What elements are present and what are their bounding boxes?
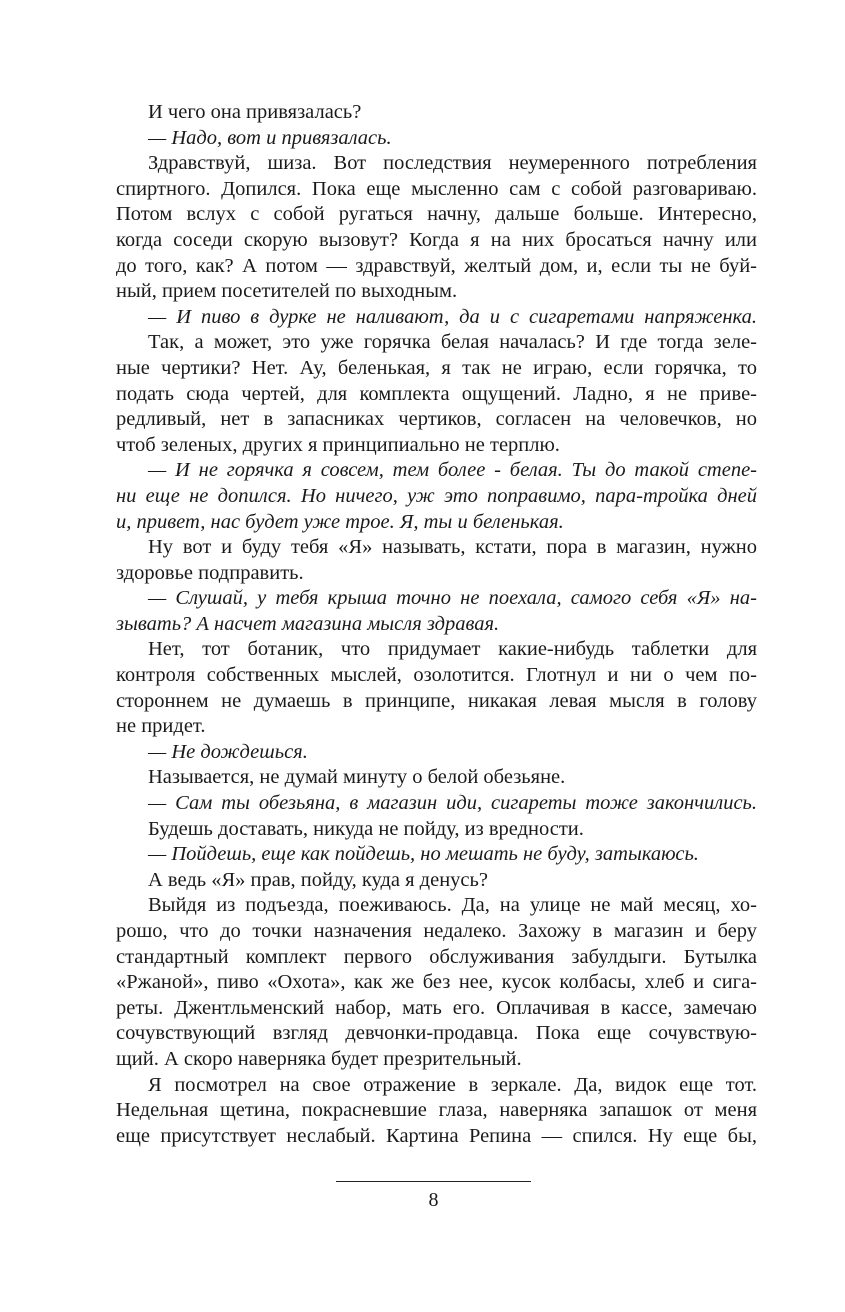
text-line: редливый, нет в запасниках чертиков, согласен на человечков, но [116,408,757,431]
text-line: контроля собственных мыслей, озолотится. Глотнул и ни о чем по- [116,664,757,687]
dialogue-line: — Слушай, у тебя крыша точно не поехала, самого себя «Я» на- [148,587,757,610]
dialogue-line: зывать? А насчет магазина мысля здравая. [116,612,500,635]
text-line: подать сюда чертей, для комплекта ощущений. Ладно, я не приве- [116,382,757,405]
text-line: Нет, тот ботаник, что придумает какие-нибудь таблетки для [148,638,757,661]
footer-rule [336,1181,531,1182]
text-line: Называется, не думай минуту о белой обезьяне. [148,766,566,789]
text-line: когда соседи скорую вызовут? Когда я на них бросаться начну или [116,228,757,251]
text-line: Выйдя из подъезда, поеживаюсь. Да, на улице не май месяц, хо- [148,894,757,917]
dialogue-line: — Пойдешь, еще как пойдешь, но мешать не буду, затыкаюсь. [148,843,699,866]
text-line: реты. Джентльменский набор, мать его. Оплачивая в кассе, замечаю [116,996,757,1019]
text-line: А ведь «Я» прав, пойду, куда я денусь? [148,868,488,891]
text-line: Потом вслух с собой ругаться начну, дальше больше. Интересно, [116,203,757,226]
dialogue-line: — Сам ты обезьяна, в магазин иди, сигареты тоже закончились. [148,792,757,815]
text-line: стороннем не думаешь в принципе, никакая левая мысля в голову [116,689,757,712]
text-line: спиртного. Допился. Пока еще мысленно сам с собой разговариваю. [116,177,757,200]
dialogue-line: — И пиво в дурке не наливают, да и с сигаретами напряженка. [148,305,757,328]
text-line: Будешь доставать, никуда не пойду, из вредности. [148,817,584,840]
text-line: Здравствуй, шиза. Вот последствия неумеренного потребления [148,152,757,175]
text-line: Ну вот и буду тебя «Я» называть, кстати, пора в магазин, нужно [148,536,757,559]
text-line: чтоб зеленых, других я принципиально не терплю. [116,433,560,456]
text-line: до того, как? А потом — здравствуй, желтый дом, и, если ты не буй- [116,254,757,277]
dialogue-line: — Не дождешься. [148,740,308,763]
text-line: «Ржаной», пиво «Охота», как же без нее, кусок колбасы, хлеб и сига- [116,971,757,994]
text-line: не придет. [116,715,206,738]
text-line: ный, прием посетителей по выходным. [116,280,458,303]
text-line: И чего она привязалась? [148,101,362,123]
dialogue-line: — И не горячка я совсем, тем более - белая. Ты до такой степе- [148,459,757,482]
text-line: Так, а может, это уже горячка белая началась? И где тогда зеле- [148,331,757,354]
dialogue-line: и, привет, нас будет уже трое. Я, ты и беленькая. [116,510,564,533]
dialogue-line: — Надо, вот и привязалась. [148,126,392,149]
text-line: ные чертики? Нет. Ау, беленькая, я так не играю, если горячка, то [116,356,757,379]
text-line: стандартный комплект первого обслуживания забулдыги. Бутылка [116,945,757,968]
text-line: сочувствующий взгляд девчонки-продавца. Пока еще сочувствую- [116,1022,757,1045]
page-number: 8 [428,1189,439,1211]
text-line: Я посмотрел на свое отражение в зеркале. Да, видок еще тот. [148,1073,757,1096]
text-line: рошо, что до точки назначения недалеко. Захожу в магазин и беру [116,920,757,942]
text-line: Недельная щетина, покрасневшие глаза, наверняка запашок от меня [116,1099,757,1122]
body-text [116,100,757,1149]
text-line: щий. А скоро наверняка будет презрительный. [116,1047,522,1070]
dialogue-line: ни еще не допился. Но ничего, уж это поправимо, пара-тройка дней [116,484,757,507]
text-line: здоровье подправить. [116,561,304,584]
text-line: еще присутствует неслабый. Картина Репина — спился. Ну еще бы, [116,1124,757,1147]
